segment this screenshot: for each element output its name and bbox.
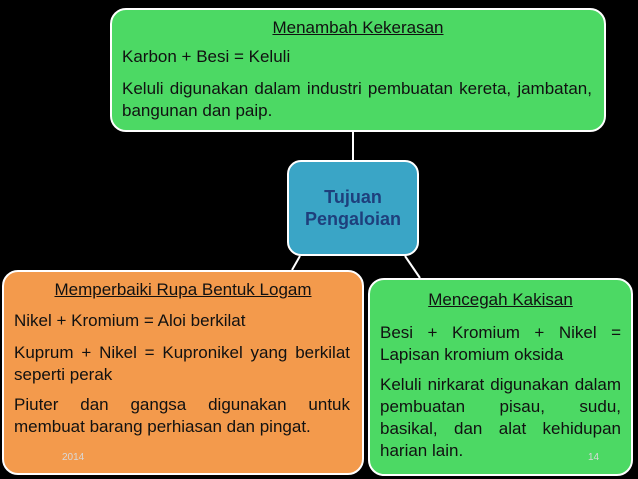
left-body: Piuter dan gangsa digunakan untuk membuat barang perhiasan dan pingat. bbox=[14, 395, 350, 436]
left-formula2: Kuprum + Nikel = Kupronikel yang berkilat seperti perak bbox=[14, 343, 350, 384]
center-line1: Tujuan bbox=[324, 187, 382, 207]
box-memperbaiki-rupa bbox=[2, 270, 364, 475]
footer-date: 2014 bbox=[62, 452, 85, 463]
top-title: Menambah Kekerasan bbox=[272, 18, 444, 37]
box-mencegah-kakisan bbox=[368, 278, 633, 476]
left-title: Memperbaiki Rupa Bentuk Logam bbox=[54, 280, 312, 299]
footer-page-number: 14 bbox=[588, 452, 600, 463]
right-body: Keluli nirkarat digunakan dalam pembuatan pisau, sudu, basikal, dan alat kehidupan harian lain. bbox=[380, 375, 621, 460]
top-formula: Karbon + Besi = Keluli bbox=[122, 47, 291, 66]
box-menambah-kekerasan bbox=[110, 8, 606, 132]
right-formula: Besi + Kromium + Nikel = Lapisan kromium oksida bbox=[380, 323, 621, 364]
left-formula1: Nikel + Kromium = Aloi berkilat bbox=[14, 311, 246, 330]
center-line2: Pengaloian bbox=[304, 209, 402, 229]
right-title: Mencegah Kakisan bbox=[428, 290, 573, 309]
center-node bbox=[287, 160, 419, 256]
top-body: Keluli digunakan dalam industri pembuatan kereta, jambatan, bangunan dan paip. bbox=[122, 79, 592, 120]
